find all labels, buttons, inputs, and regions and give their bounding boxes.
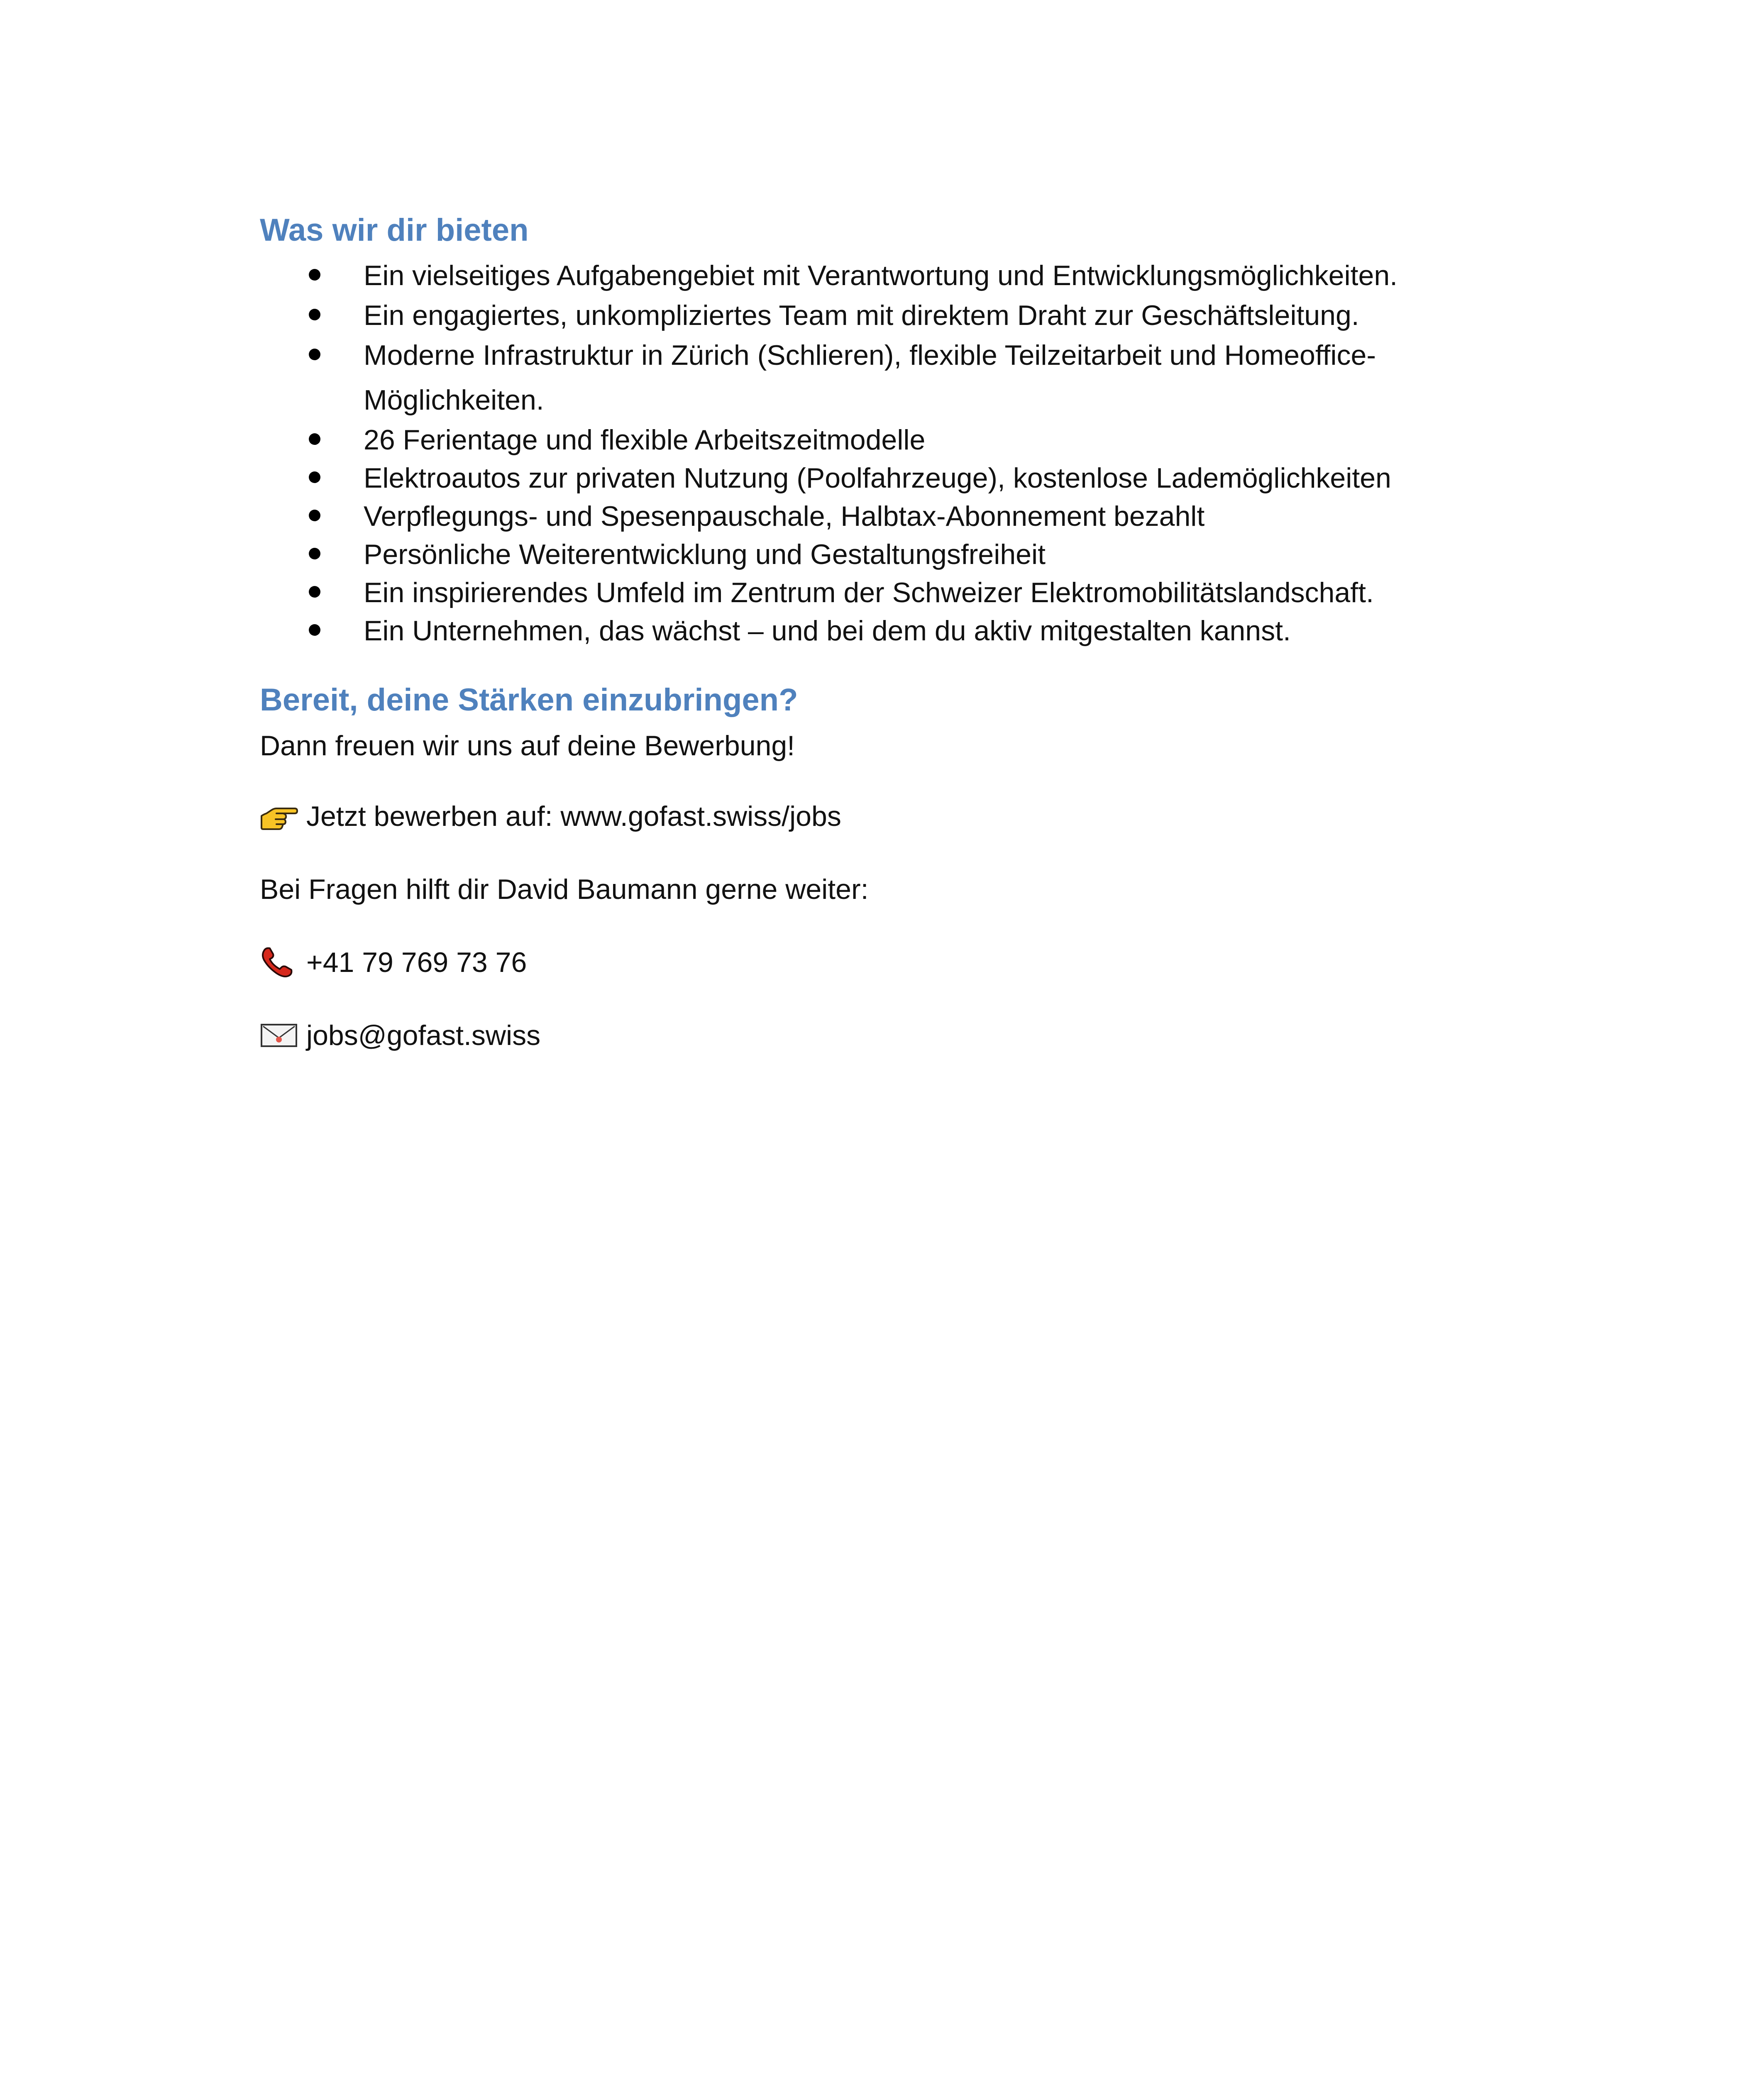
questions-text: Bei Fragen hilft dir David Baumann gerne weiter: bbox=[260, 874, 869, 905]
spacer bbox=[260, 769, 1505, 793]
list-item-text: Ein inspirierendes Umfeld im Zentrum der Schweizer Elektromobilitätslandschaft. bbox=[364, 577, 1374, 608]
spacer bbox=[260, 839, 1505, 867]
offer-heading: Was wir dir bieten bbox=[260, 212, 529, 248]
list-item bbox=[260, 333, 1505, 422]
phone-row bbox=[260, 940, 1505, 985]
bullet-icon bbox=[309, 349, 320, 360]
list-item bbox=[260, 253, 1505, 298]
email-row bbox=[260, 1013, 1505, 1058]
document-content bbox=[260, 208, 1505, 1058]
list-item-text: Elektroautos zur privaten Nutzung (Poolfahrzeuge), kostenlose Lademöglichkeiten bbox=[364, 462, 1391, 494]
bullet-icon bbox=[309, 548, 320, 559]
spacer bbox=[260, 912, 1505, 940]
apply-link-text[interactable]: Jetzt bewerben auf: www.gofast.swiss/jobs bbox=[306, 801, 841, 832]
list-item bbox=[260, 608, 1505, 653]
apply-heading: Bereit, deine Stärken einzubringen? bbox=[260, 682, 798, 718]
list-item-text: 26 Ferientage und flexible Arbeitszeitmodelle bbox=[364, 424, 926, 456]
bullet-icon bbox=[309, 309, 320, 320]
spacer bbox=[260, 985, 1505, 1013]
pointing-hand-icon bbox=[260, 798, 301, 835]
bullet-icon bbox=[309, 586, 320, 598]
bullet-icon bbox=[309, 471, 320, 483]
bullet-icon bbox=[309, 510, 320, 521]
apply-intro: Dann freuen wir uns auf deine Bewerbung! bbox=[260, 730, 795, 762]
bullet-icon bbox=[309, 624, 320, 636]
telephone-icon bbox=[260, 944, 301, 981]
list-item-text: Persönliche Weiterentwicklung und Gestaltungsfreiheit bbox=[364, 539, 1046, 570]
list-item-text: Verpflegungs- und Spesenpauschale, Halbtax-Abonnement bezahlt bbox=[364, 500, 1205, 532]
benefits-list bbox=[260, 253, 1505, 653]
bullet-icon bbox=[309, 269, 320, 281]
envelope-icon bbox=[260, 1017, 301, 1054]
email-address[interactable]: jobs@gofast.swiss bbox=[306, 1020, 541, 1051]
list-item-text: Ein engagiertes, unkompliziertes Team mit direktem Draht zur Geschäftsleitung. bbox=[364, 300, 1359, 331]
list-item bbox=[260, 293, 1505, 338]
list-item-text: Ein vielseitiges Aufgabengebiet mit Verantwortung und Entwicklungsmöglichkeiten. bbox=[364, 260, 1398, 291]
apply-link-row bbox=[260, 793, 1505, 839]
list-item-text: Ein Unternehmen, das wächst – und bei dem du aktiv mitgestalten kannst. bbox=[364, 615, 1291, 647]
list-item-text: Moderne Infrastruktur in Zürich (Schlieren), flexible Teilzeitarbeit und Homeoffice-Möglichkeiten. bbox=[364, 339, 1376, 416]
phone-number[interactable]: +41 79 769 73 76 bbox=[306, 947, 527, 978]
bullet-icon bbox=[309, 433, 320, 445]
